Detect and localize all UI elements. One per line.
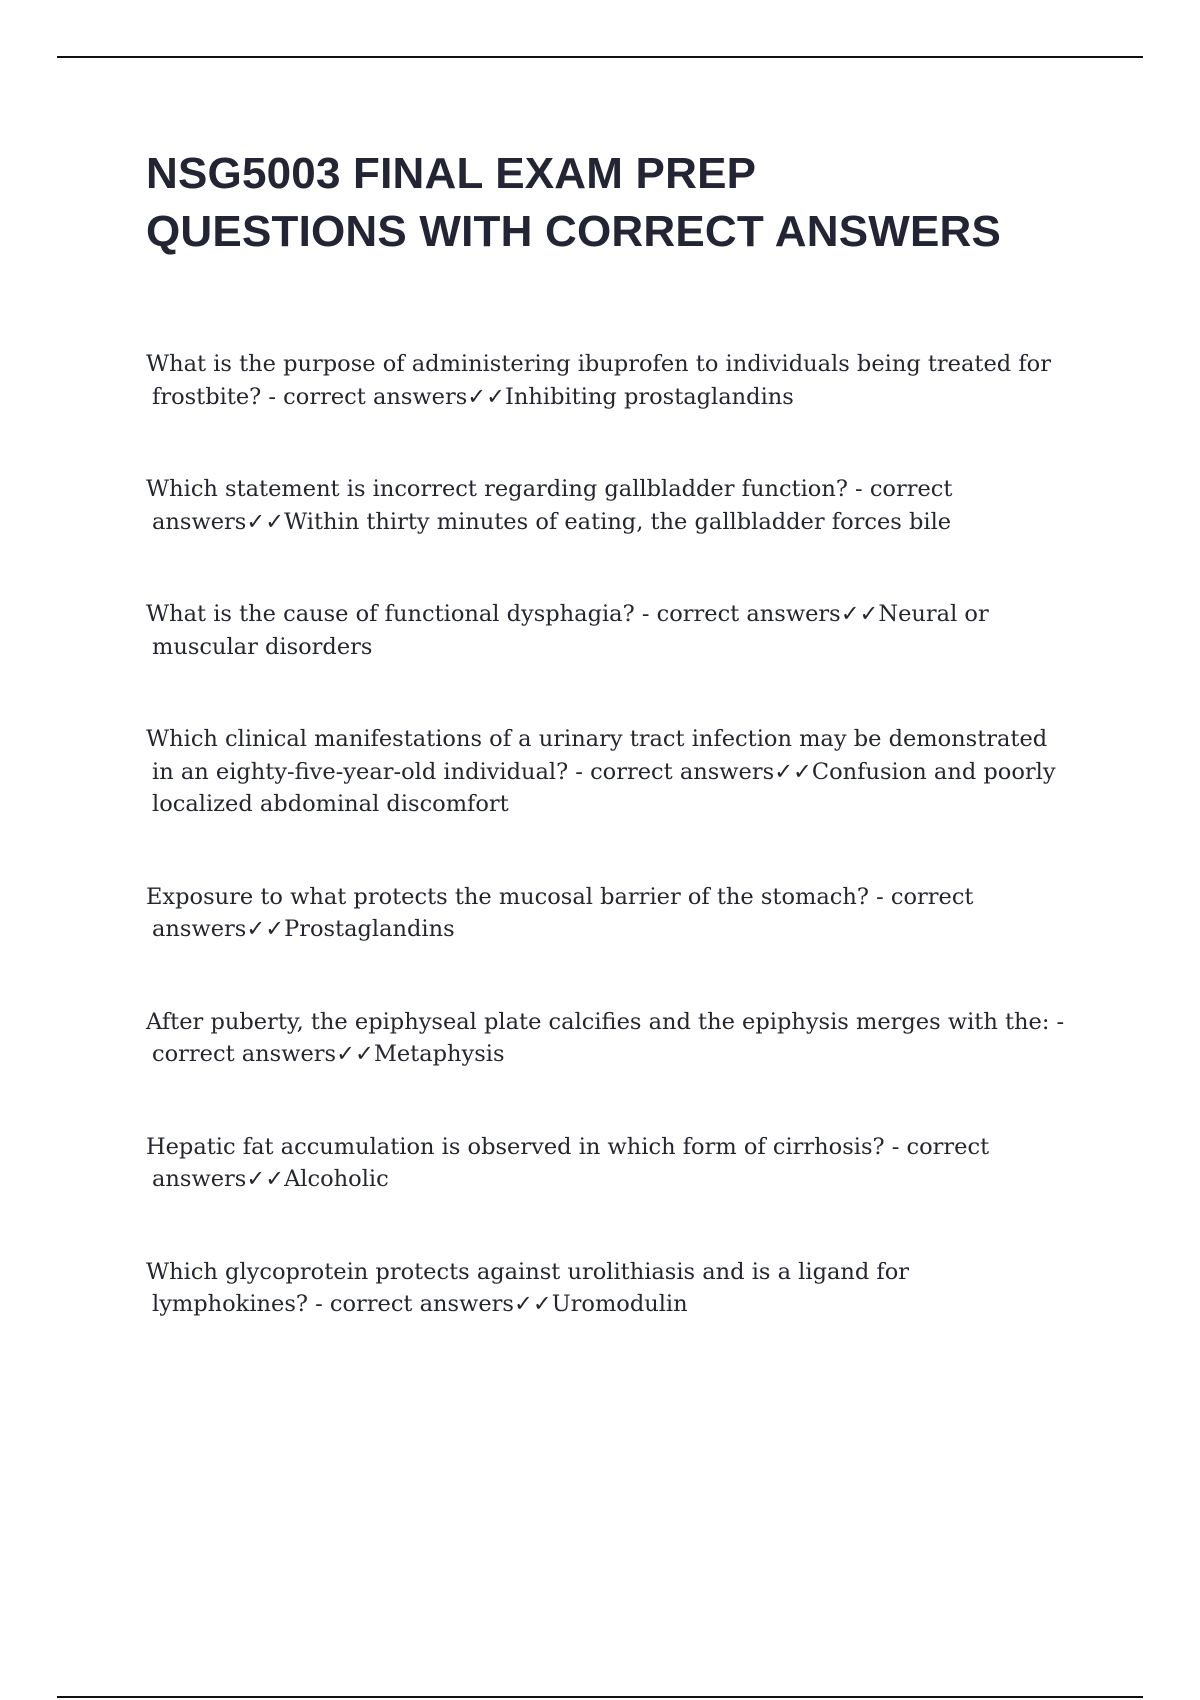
question-text: Which statement is incorrect regarding gallbladder function? — [146, 476, 848, 502]
qa-item — [146, 723, 1066, 821]
answer-label: correct answers — [152, 476, 953, 535]
answer-separator: - — [1049, 1008, 1065, 1035]
check-mark-icon: ✓✓ — [246, 1166, 285, 1192]
question-text: Which glycoprotein protects against urolithiasis and is a ligand for lymphokines? — [146, 1258, 910, 1317]
answer-text: Alcoholic — [284, 1166, 389, 1192]
check-mark-icon: ✓✓ — [467, 383, 505, 410]
top-divider — [57, 56, 1143, 58]
qa-item — [146, 598, 1066, 663]
answer-separator: - — [884, 1133, 907, 1160]
answer-label: correct answers — [283, 383, 468, 410]
question-text: What is the cause of functional dysphagia? — [146, 601, 635, 627]
qa-item — [146, 1131, 1066, 1196]
question-text: Exposure to what protects the mucosal barrier of the stomach? — [146, 883, 869, 910]
qa-item — [146, 1256, 1066, 1321]
document-title — [146, 145, 1106, 261]
answer-label: correct answers — [656, 601, 841, 627]
title-line-2: QUESTIONS WITH CORRECT ANSWERS — [146, 207, 1002, 256]
answer-separator: - — [847, 476, 870, 502]
answer-label: correct answers — [590, 758, 775, 785]
answer-label: correct answers — [152, 883, 974, 942]
answer-separator: - — [307, 1291, 330, 1317]
check-mark-icon: ✓✓ — [513, 1291, 552, 1317]
answer-text: Confusion and poorly localized abdominal discomfort — [152, 758, 1056, 817]
answer-text: Prostaglandins — [284, 916, 455, 942]
question-text: Hepatic fat accumulation is observed in which form of cirrhosis? — [146, 1133, 885, 1160]
answer-separator: - — [568, 758, 591, 785]
qa-item — [146, 1006, 1066, 1071]
qa-item — [146, 348, 1066, 413]
qa-list — [146, 348, 1066, 1381]
check-mark-icon: ✓✓ — [246, 508, 285, 535]
qa-item — [146, 473, 1066, 538]
answer-text: Inhibiting prostaglandins — [505, 383, 794, 410]
answer-text: Within thirty minutes of eating, the gallbladder forces bile — [284, 508, 952, 535]
question-text: What is the purpose of administering ibuprofen to individuals being treated for frostbite? — [146, 351, 1051, 410]
answer-text: Metaphysis — [373, 1041, 505, 1067]
check-mark-icon: ✓✓ — [246, 916, 285, 942]
question-text: Which clinical manifestations of a urinary tract infection may be demonstrated in an eighty-five-year-old individual? — [146, 726, 1048, 785]
answer-label: correct answers — [152, 1041, 337, 1067]
answer-text: Uromodulin — [551, 1291, 688, 1317]
answer-separator: - — [868, 883, 891, 910]
bottom-divider — [57, 1696, 1143, 1698]
question-text: After puberty, the epiphyseal plate calcifies and the epiphysis merges with the: — [146, 1008, 1050, 1035]
qa-item — [146, 881, 1066, 946]
answer-label: correct answers — [329, 1291, 514, 1317]
check-mark-icon: ✓✓ — [840, 601, 879, 627]
check-mark-icon: ✓✓ — [774, 758, 812, 785]
answer-text: Neural or muscular disorders — [152, 601, 989, 660]
answer-separator: - — [261, 383, 284, 410]
check-mark-icon: ✓✓ — [336, 1041, 374, 1067]
title-line-1: NSG5003 FINAL EXAM PREP — [146, 149, 757, 198]
answer-separator: - — [634, 601, 657, 627]
answer-label: correct answers — [152, 1133, 990, 1192]
